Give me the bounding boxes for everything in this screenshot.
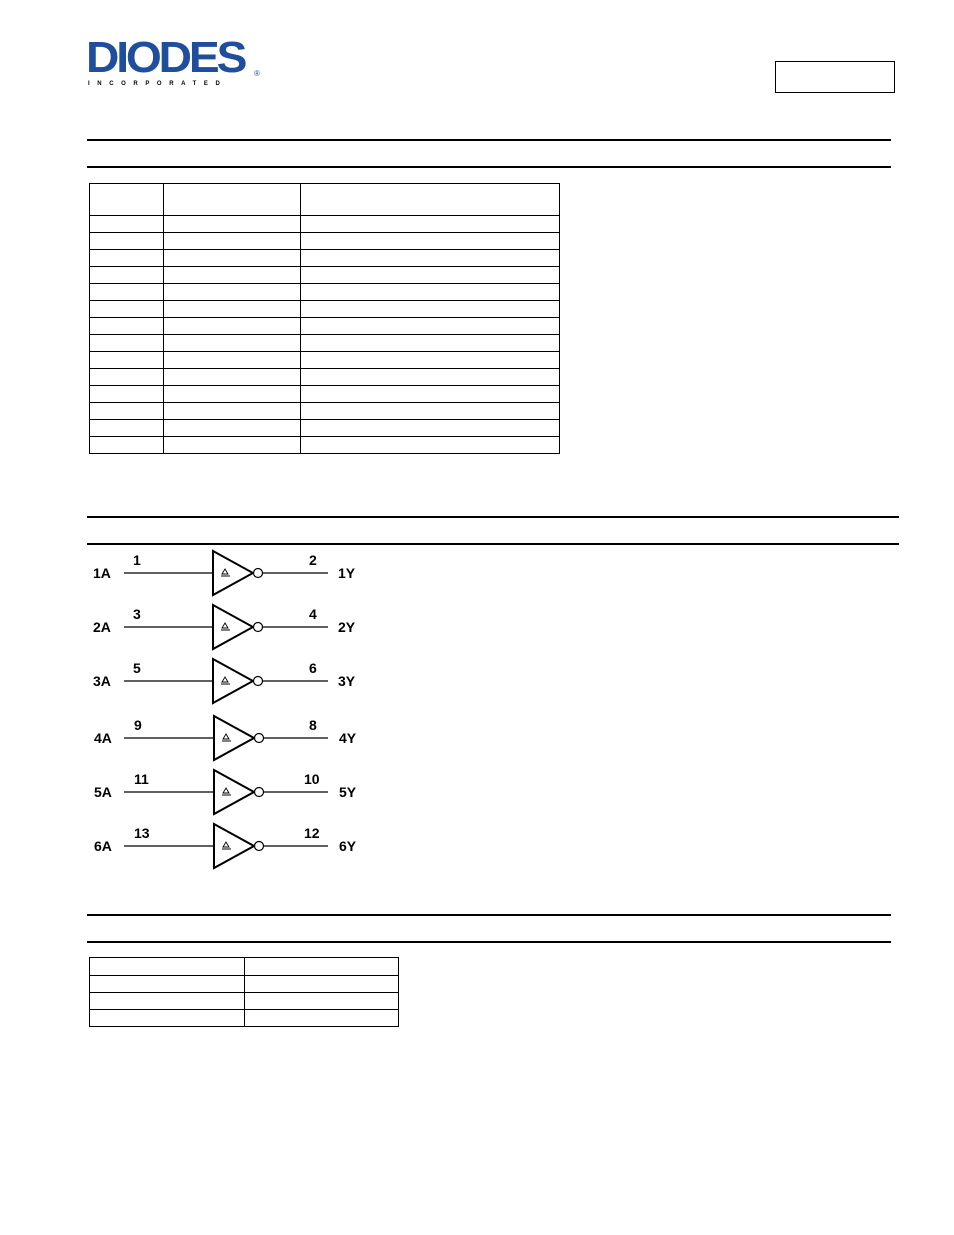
inverter-gate-icon: [213, 659, 253, 703]
table-cell: [90, 976, 245, 993]
inverter-gate-icon: [214, 716, 254, 760]
input-label: 5A: [94, 784, 112, 800]
table-row: [90, 993, 399, 1010]
logo-wordmark: DIODES: [86, 33, 245, 82]
output-pin-number: 2: [309, 552, 317, 568]
inversion-bubble-icon: [255, 734, 264, 743]
table-cell: [244, 976, 399, 993]
output-pin-number: 10: [304, 771, 320, 787]
section-rule-top: [87, 914, 891, 916]
input-label: 4A: [94, 730, 112, 746]
function-table: [89, 957, 399, 1027]
output-label: 6Y: [339, 838, 357, 854]
input-label: 2A: [93, 619, 111, 635]
input-pin-number: 1: [133, 552, 141, 568]
table-cell: [244, 993, 399, 1010]
section-rule-bottom: [87, 941, 891, 943]
inversion-bubble-icon: [255, 788, 264, 797]
inverter-gate-icon: [214, 824, 254, 868]
table-cell: [244, 958, 399, 976]
output-label: 3Y: [338, 673, 356, 689]
inversion-bubble-icon: [254, 569, 263, 578]
table-cell: [90, 958, 245, 976]
input-pin-number: 5: [133, 660, 141, 676]
output-label: 5Y: [339, 784, 357, 800]
inversion-bubble-icon: [254, 677, 263, 686]
output-pin-number: 6: [309, 660, 317, 676]
table-cell: [90, 1010, 245, 1027]
inverter-gate-icon: [214, 770, 254, 814]
output-pin-number: 12: [304, 825, 320, 841]
output-label: 4Y: [339, 730, 357, 746]
table-cell: [244, 1010, 399, 1027]
inversion-bubble-icon: [254, 623, 263, 632]
output-pin-number: 4: [309, 606, 317, 622]
logo-registered-mark: ®: [254, 69, 260, 78]
table-row: [90, 976, 399, 993]
table-row: [90, 958, 399, 976]
output-label: 2Y: [338, 619, 356, 635]
input-pin-number: 9: [134, 717, 142, 733]
input-pin-number: 13: [134, 825, 150, 841]
input-label: 6A: [94, 838, 112, 854]
inversion-bubble-icon: [255, 842, 264, 851]
inverter-gate-icon: [213, 605, 253, 649]
input-pin-number: 11: [134, 771, 149, 787]
input-label: 1A: [93, 565, 111, 581]
output-label: 1Y: [338, 565, 356, 581]
inverter-gate-icon: [213, 551, 253, 595]
table-row: [90, 1010, 399, 1027]
input-label: 3A: [93, 673, 111, 689]
logo-subtitle: INCORPORATED: [88, 81, 228, 87]
input-pin-number: 3: [133, 606, 141, 622]
output-pin-number: 8: [309, 717, 317, 733]
table-cell: [90, 993, 245, 1010]
